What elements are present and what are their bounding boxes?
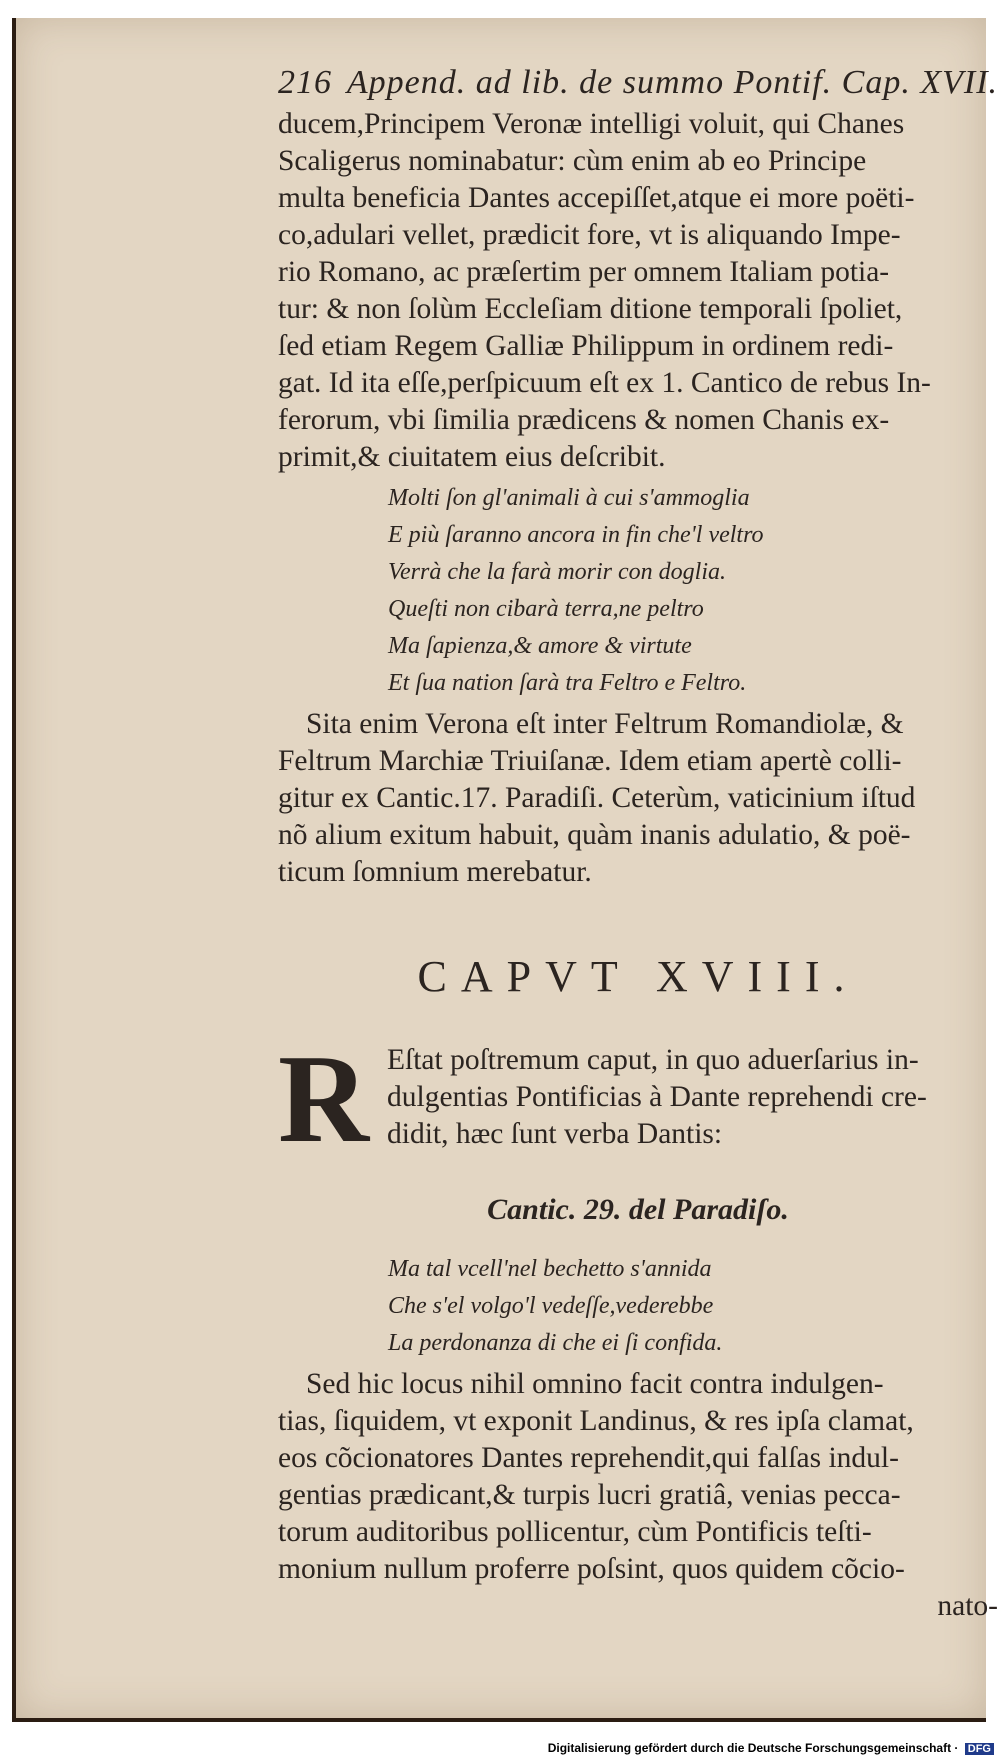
text-line: primit,& ciuitatem eius deſcribit. bbox=[278, 441, 666, 473]
citation-heading: Cantic. 29. del Paradiſo. bbox=[487, 1193, 789, 1226]
paragraph-3 bbox=[278, 1030, 998, 1169]
verse-line: Et ſua nation ſarà tra Feltro e Feltro. bbox=[388, 670, 747, 696]
text-line: gentias prædicant,& turpis lucri gratiâ, venias pecca- bbox=[278, 1479, 901, 1511]
text-line: gitur ex Cantic.17. Paradiſi. Ceterùm, vaticinium iſtud bbox=[278, 782, 916, 814]
book-page bbox=[12, 18, 999, 1722]
page-text-block bbox=[278, 64, 998, 1625]
text-line: torum auditoribus pollicentur, cùm Pontificis teſti- bbox=[278, 1516, 872, 1548]
text-line: Eſtat poſtremum caput, in quo aduerſarius in- bbox=[387, 1044, 919, 1076]
paragraph-1 bbox=[278, 106, 998, 476]
verse-line: Molti ſon gl'animali à cui s'ammoglia bbox=[388, 485, 750, 511]
text-line: tias, ſiquidem, vt exponit Landinus, & res ipſa clamat, bbox=[278, 1405, 914, 1437]
text-line: co,adulari vellet, prædicit fore, vt is aliquando Impe- bbox=[278, 219, 901, 251]
text-line: ferorum, vbi ſimilia prædicens & nomen Chanis ex- bbox=[278, 404, 890, 436]
text-line: nõ alium exitum habuit, quàm inanis adulatio, & poë- bbox=[278, 819, 911, 851]
page-number: 216 bbox=[278, 64, 332, 101]
paragraph-4 bbox=[278, 1366, 998, 1625]
running-head bbox=[278, 64, 998, 102]
verse-quotation-1 bbox=[388, 480, 998, 702]
catchword: nato- bbox=[937, 1590, 998, 1622]
text-line: tur: & non ſolùm Eccleſiam ditione temporali ſpoliet, bbox=[278, 293, 903, 325]
verse-line: E più ſaranno ancora in fin che'l veltro bbox=[388, 522, 764, 548]
dfg-logo-icon: DFG bbox=[965, 1743, 994, 1755]
text-line: Scaligerus nominabatur: cùm enim ab eo Principe bbox=[278, 145, 867, 177]
text-line: Sita enim Verona eſt inter Feltrum Romandiolæ, & bbox=[306, 708, 904, 740]
drop-cap: R bbox=[278, 1030, 369, 1169]
verse-quotation-2 bbox=[388, 1251, 998, 1362]
text-line: eos cõcionatores Dantes reprehendit,qui falſas indul- bbox=[278, 1442, 899, 1474]
verse-line: Ma tal vcell'nel bechetto s'annida bbox=[388, 1256, 712, 1282]
text-line: gat. Id ita eſſe,perſpicuum eſt ex 1. Cantico de rebus In- bbox=[278, 367, 931, 399]
text-line: didit, hæc ſunt verba Dantis: bbox=[387, 1118, 723, 1150]
running-head-title: Append. ad lib. de summo Pontif. Cap. XVII. bbox=[346, 64, 999, 101]
text-line: ticum ſomnium merebatur. bbox=[278, 856, 592, 888]
paragraph-2 bbox=[278, 706, 998, 891]
text-line: ſed etiam Regem Galliæ Philippum in ordinem redi- bbox=[278, 330, 894, 362]
chapter-title: CAPVT XVIII. bbox=[417, 952, 859, 1001]
text-line: multa beneficia Dantes accepiſſet,atque ei more poëti- bbox=[278, 182, 915, 214]
digitization-credit bbox=[548, 1741, 994, 1755]
text-line: Feltrum Marchiæ Triuiſanæ. Idem etiam apertè colli- bbox=[278, 745, 902, 777]
credit-text: Digitalisierung gefördert durch die Deutsche Forschungsgemeinschaft · bbox=[547, 1741, 959, 1755]
verse-line: Ma ſapienza,& amore & virtute bbox=[388, 633, 692, 659]
verse-line: La perdonanza di che ei ſi confida. bbox=[388, 1330, 723, 1356]
verse-line: Verrà che la farà morir con doglia. bbox=[388, 559, 726, 585]
text-line: rio Romano, ac præſertim per omnem Italiam potia- bbox=[278, 256, 890, 288]
text-line: ducem,Principem Veronæ intelligi voluit, qui Chanes bbox=[278, 108, 905, 140]
text-line: monium nullum proferre poſsint, quos quidem cõcio- bbox=[278, 1553, 905, 1585]
text-line: dulgentias Pontificias à Dante reprehendi cre- bbox=[387, 1081, 927, 1113]
verse-line: Che s'el volgo'l vedeſſe,vederebbe bbox=[388, 1293, 714, 1319]
verse-line: Queſti non cibarà terra,ne peltro bbox=[388, 596, 704, 622]
text-line: Sed hic locus nihil omnino facit contra indulgen- bbox=[306, 1368, 884, 1400]
